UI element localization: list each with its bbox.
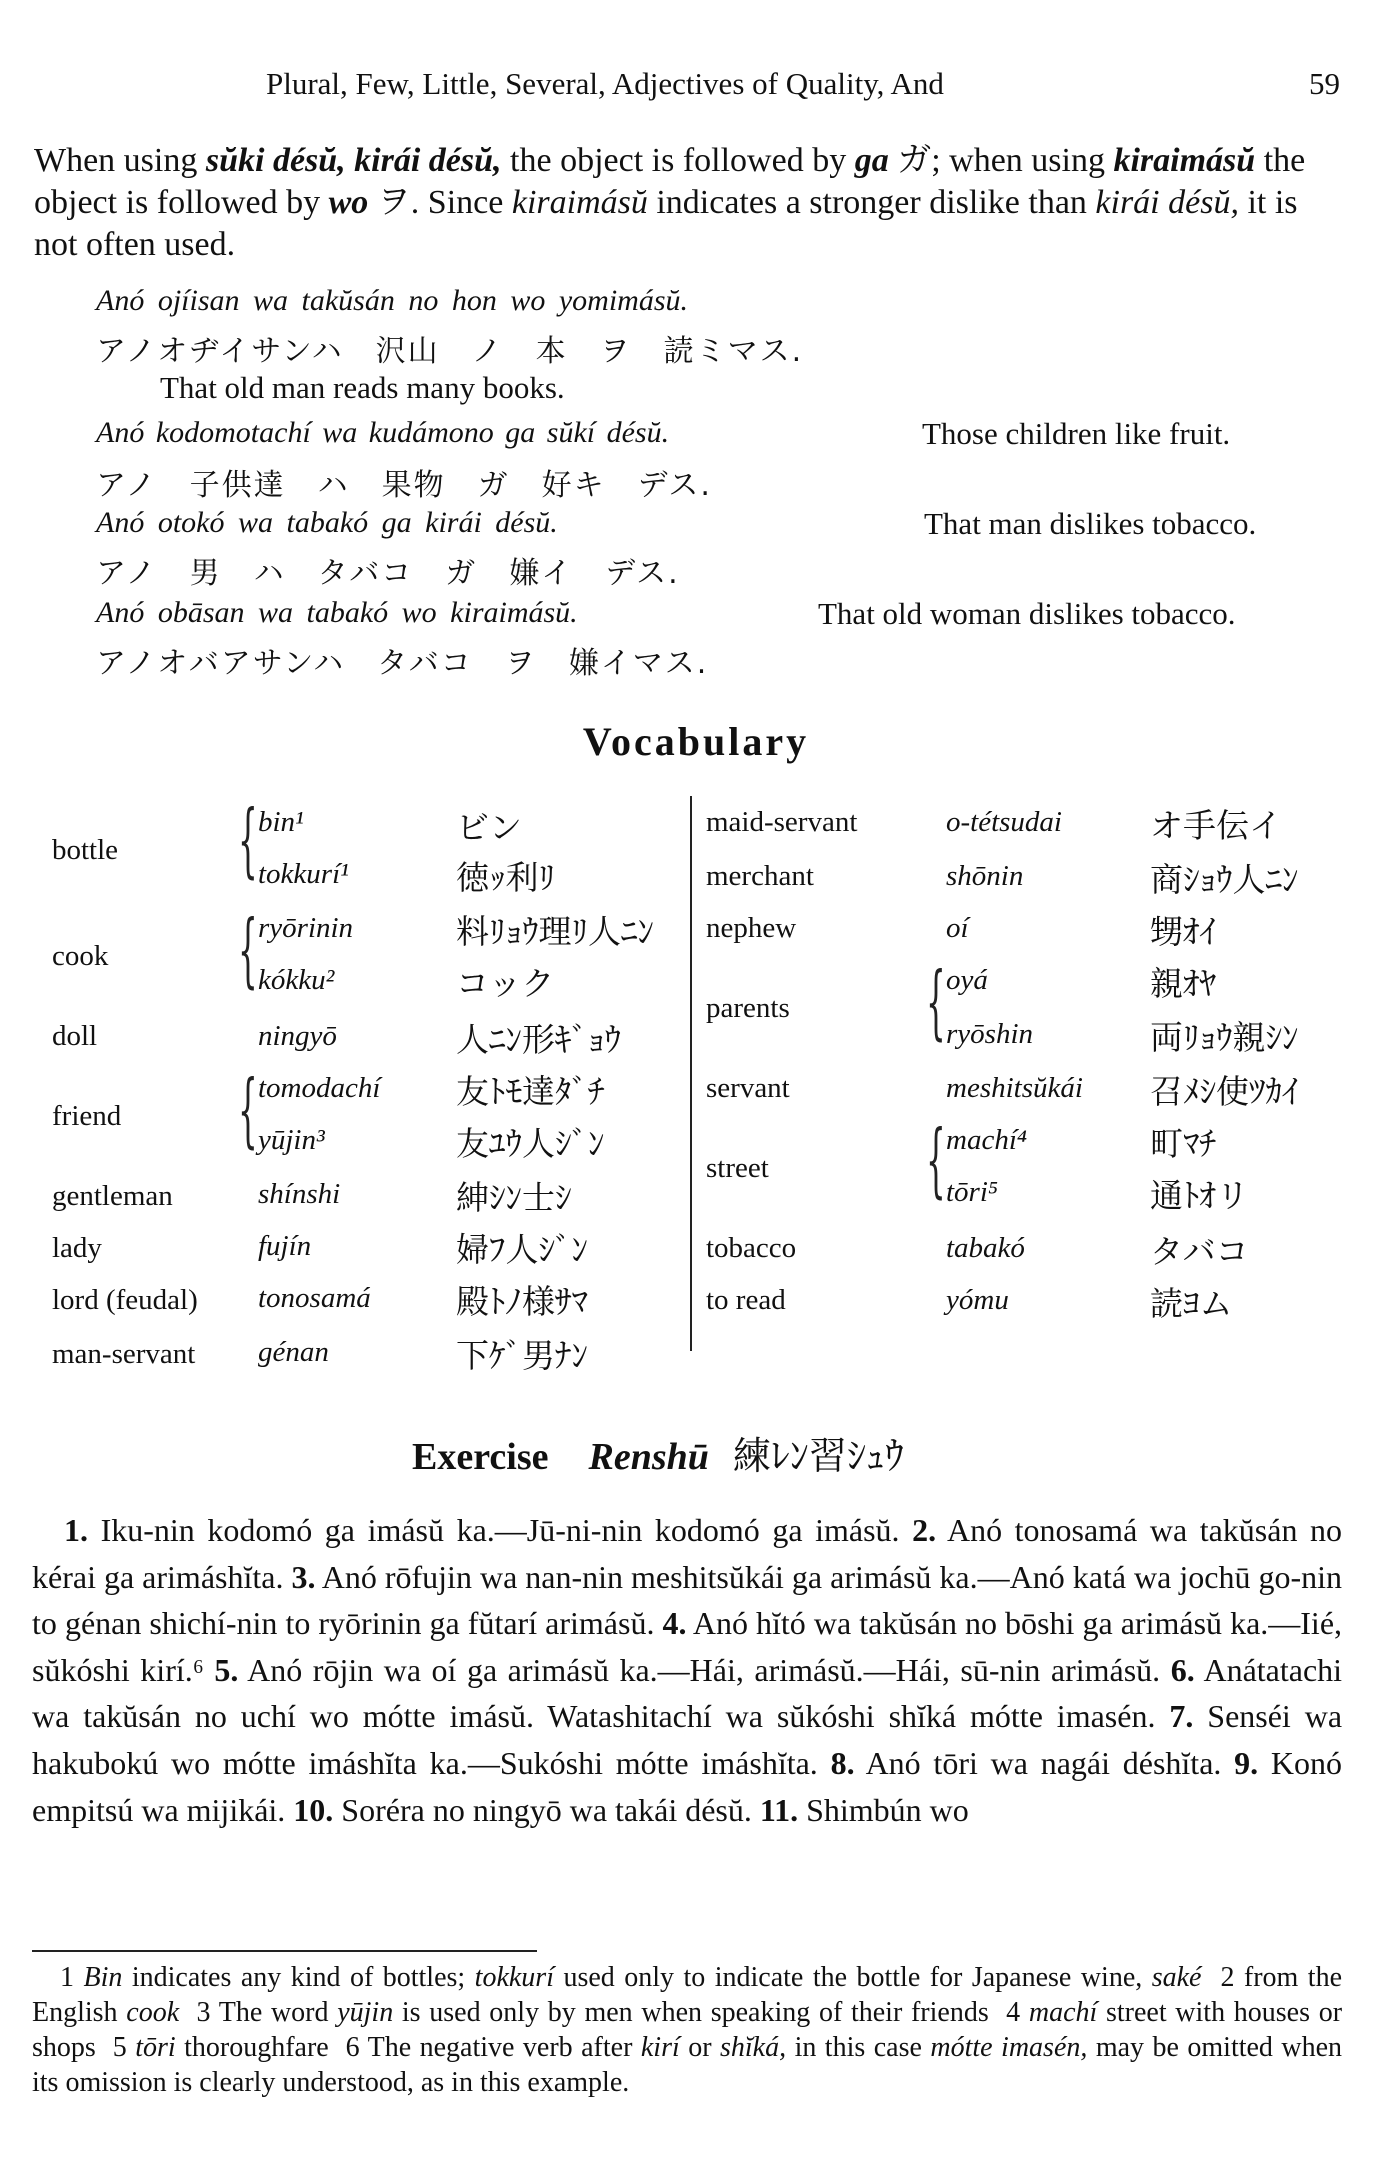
vocab-romaji: shínshi	[258, 1178, 341, 1210]
page-number: 59	[1309, 66, 1340, 101]
exercise-sentence: Soréra no ningyō wa takái désŭ.	[341, 1791, 752, 1828]
vocab-romaji: shōnin	[946, 860, 1024, 892]
exercise-number: 3.	[291, 1558, 316, 1595]
footnote-term: tōri	[135, 2032, 176, 2063]
vocab-japanese: 町ﾏﾁ	[1150, 1124, 1216, 1163]
running-header	[266, 66, 1340, 102]
footnote-marker: 1	[60, 1962, 74, 1993]
vocab-romaji: kókku²	[258, 964, 335, 996]
brace: {	[238, 902, 258, 998]
footnote-text: is used only by men when speaking of their friends	[393, 1997, 989, 2028]
footnote-term: machí	[1028, 1997, 1098, 2028]
exercise-sentence: Senséi wa hakubokú wo mótte imáshĭta ka.—Sukóshi mótte imáshĭta.	[32, 1698, 1343, 1781]
vocab-japanese: タバコ	[1150, 1232, 1249, 1271]
vocab-japanese: 友ﾄﾓ達ﾀﾞﾁ	[456, 1072, 605, 1111]
footnote-term: mótte imasén,	[930, 2032, 1088, 2063]
vocab-romaji: ryōrinin	[258, 912, 354, 944]
vocab-romaji: meshitsŭkái	[946, 1072, 1083, 1104]
footnotes	[32, 1960, 1342, 2100]
example-kana: アノオヂイサンハ 沢山 ノ 本 ヲ 読ミマス.	[96, 334, 804, 369]
vocab-japanese: 殿ﾄﾉ様ｻﾏ	[456, 1282, 588, 1321]
footnote-text: The negative verb after	[359, 2032, 641, 2063]
running-title: Plural, Few, Little, Several, Adjectives of Quality, And	[266, 66, 944, 101]
example-romaji: Anó ojíisan wa takŭsán no hon wo yomimásŭ.	[96, 284, 689, 317]
vocab-english: man-servant	[52, 1338, 196, 1370]
vocab-english: parents	[706, 992, 790, 1024]
footnote-marker: 5	[112, 2032, 127, 2063]
footnote-text: thoroughfare	[175, 2032, 329, 2063]
footnote-text: or	[679, 2032, 720, 2063]
vocab-romaji: tabakó	[946, 1232, 1025, 1264]
intro-term: ga	[854, 142, 889, 179]
example-translation: That old man reads many books.	[160, 370, 565, 405]
vocab-romaji: oí	[946, 912, 969, 944]
example-translation: Those children like fruit.	[922, 416, 1231, 451]
vocab-romaji: yómu	[946, 1284, 1009, 1316]
exercise-number: 6.	[1170, 1651, 1195, 1688]
column-divider	[690, 796, 692, 1351]
exercise-number: 10.	[293, 1791, 334, 1828]
brace: {	[926, 954, 946, 1050]
exercise-sentence: Konó empitsú wa mijikái.	[32, 1744, 1343, 1828]
vocab-english: to read	[706, 1284, 786, 1316]
vocab-japanese: コック	[456, 964, 555, 1003]
vocab-romaji: fujín	[258, 1230, 312, 1262]
exercise-sentence: Anó tōri wa nagái déshĭta.	[865, 1744, 1222, 1781]
vocab-romaji: tōri⁵	[946, 1176, 998, 1208]
vocab-english: lady	[52, 1232, 102, 1264]
exercise-number: 2.	[912, 1512, 937, 1548]
vocab-english: doll	[52, 1020, 98, 1052]
intro-term: sŭki désŭ, kirái désŭ,	[205, 142, 502, 179]
footnote-marker: 4	[1006, 1997, 1021, 2028]
footnote-text: may be omitted when its omission is clearly understood, as in this example.	[32, 2032, 1343, 2098]
vocab-romaji: génan	[258, 1336, 329, 1368]
vocab-japanese: 下ｹﾞ男ﾅﾝ	[456, 1336, 588, 1375]
vocab-japanese: オ手伝イ	[1150, 806, 1282, 845]
vocab-english: gentleman	[52, 1180, 173, 1212]
vocab-english: cook	[52, 940, 109, 972]
vocab-romaji: yūjin³	[258, 1124, 325, 1156]
intro-text: ガ; when using	[888, 142, 1114, 179]
intro-term: kiraimásŭ	[511, 184, 648, 221]
footnote-term: cook	[126, 1997, 180, 2028]
brace: {	[238, 792, 258, 888]
exercise-sentence: Shimbún wo	[806, 1791, 969, 1828]
footnote-text: indicates any kind of bottles;	[122, 1962, 475, 1993]
exercise-title-kanji: 練ﾚﾝ習ｼｭｳ	[732, 1434, 904, 1478]
vocab-romaji: o-tétsudai	[946, 806, 1062, 838]
vocab-english: tobacco	[706, 1232, 797, 1264]
vocab-japanese: 親ｵﾔ	[1150, 964, 1216, 1003]
footnote-term: shĭká,	[720, 2032, 787, 2063]
exercise-number: 4.	[662, 1605, 687, 1642]
exercise-title: Exercise	[412, 1436, 549, 1478]
example-romaji: Anó kodomotachí wa kudámono ga sŭkí désŭ.	[96, 416, 670, 449]
vocab-japanese: 徳ｯ利ﾘ	[456, 858, 555, 897]
exercise-title-romaji: Renshū	[588, 1436, 709, 1478]
vocab-romaji: ryōshin	[946, 1018, 1033, 1050]
vocab-english: lord (feudal)	[52, 1284, 198, 1316]
vocab-romaji: tonosamá	[258, 1282, 371, 1314]
vocab-japanese: 通ﾄｵリ	[1150, 1176, 1249, 1215]
footnote-term: kirí	[640, 2032, 680, 2063]
vocab-japanese: 召ﾒｼ使ﾂｶｲ	[1150, 1072, 1299, 1111]
footnote-term: tokkurí	[474, 1962, 554, 1993]
intro-term: kiraimásŭ	[1113, 142, 1256, 179]
brace: {	[238, 1062, 258, 1158]
brace: {	[926, 1112, 946, 1208]
vocab-japanese: ビン	[456, 808, 522, 847]
exercise-sentence: Iku-nin kodomó ga imásŭ ka.—Jū-ni-nin kodomó ga imásŭ.	[100, 1512, 900, 1548]
vocab-romaji: ningyō	[258, 1020, 337, 1052]
footnote-text: The word	[210, 1997, 338, 2028]
intro-text: it is not often used.	[34, 184, 1298, 263]
exercise-sentence: Anátatachi wa takŭsán no uchí wo mótte imásŭ. Watashitachí wa sŭkóshi shĭká mótte imasén.	[32, 1651, 1343, 1735]
example-kana: アノ 子供達 ハ 果物 ガ 好キ デス.	[96, 468, 712, 503]
vocab-japanese: 料ﾘｮｳ理ﾘ人ﾆﾝ	[456, 912, 654, 951]
footnote-term: yūjin	[337, 1997, 394, 2028]
intro-term: kirái désŭ,	[1095, 184, 1239, 221]
vocab-english: friend	[52, 1100, 122, 1132]
vocab-english: bottle	[52, 834, 119, 866]
vocab-english: street	[706, 1152, 769, 1184]
exercise-number: 9.	[1234, 1744, 1259, 1781]
footnote-marker: 6	[345, 2032, 360, 2063]
vocab-romaji: tomodachí	[258, 1072, 381, 1104]
vocab-japanese: 友ﾕｳ人ｼﾞﾝ	[456, 1124, 605, 1163]
exercise-sentence: Anó rōjin wa oí ga arimásŭ ka.—Hái, arimásŭ.—Hái, sū-nin arimásŭ.	[247, 1651, 1161, 1688]
example-translation: That old woman dislikes tobacco.	[818, 596, 1236, 631]
example-romaji: Anó obāsan wa tabakó wo kiraimásŭ.	[96, 596, 578, 629]
vocab-japanese: 婦ﾌ人ｼﾞﾝ	[456, 1230, 588, 1269]
exercise-number: 11.	[759, 1791, 799, 1828]
footnote-text: from the English	[32, 1962, 1343, 2028]
footnote-term: Bin	[83, 1962, 123, 1993]
vocab-japanese: 人ﾆﾝ形ｷﾞｮｳ	[456, 1020, 621, 1059]
footnote-rule	[32, 1950, 537, 1952]
footnote-text: used only to indicate the bottle for Japanese wine,	[553, 1962, 1152, 1993]
intro-text: the object is followed by	[501, 142, 855, 179]
footnote-term: saké	[1151, 1962, 1202, 1993]
exercise-number: 5.	[214, 1651, 239, 1688]
vocab-japanese: 両ﾘｮｳ親ｼﾝ	[1150, 1018, 1299, 1057]
vocab-romaji: tokkurí¹	[258, 858, 349, 890]
exercise-sentence: Anó rōfujin wa nan-nin meshitsŭkái ga arimásŭ ka.—Anó katá wa jochū go-nin to génan shichí-nin to ryōrinin ga fŭtarí arimásŭ.	[32, 1558, 1343, 1642]
vocab-japanese: 商ｼｮｳ人ﾆﾝ	[1150, 860, 1299, 899]
exercise-sentence: Anó tonosamá wa takŭsán no kérai ga arimáshĭta.	[32, 1512, 1343, 1595]
footnote-text: street with houses or shops	[32, 1997, 1343, 2063]
vocab-romaji: machí⁴	[946, 1124, 1027, 1156]
example-kana: アノオバアサンハ タバコ ヲ 嫌イマス.	[96, 646, 709, 681]
vocab-japanese: 甥ｵｲ	[1150, 912, 1216, 951]
vocabulary-heading: Vocabulary	[582, 719, 810, 764]
vocab-romaji: bin¹	[258, 806, 304, 838]
intro-paragraph	[34, 140, 1344, 266]
exercise-sentence: Anó hĭtó wa takŭsán no bōshi ga arimásŭ ka.—Iié, sŭkóshi kirí.⁶	[32, 1605, 1343, 1688]
vocab-romaji: oyá	[946, 964, 988, 996]
vocab-japanese: 紳ｼﾝ士ｼ	[456, 1178, 572, 1217]
example-kana: アノ 男 ハ タバコ ガ 嫌イ デス.	[96, 556, 680, 591]
vocab-japanese: 読ﾖム	[1150, 1284, 1233, 1323]
vocab-english: merchant	[706, 860, 814, 892]
intro-text: When using	[34, 142, 206, 179]
intro-term: wo	[328, 184, 369, 221]
footnote-text: in this case	[786, 2032, 931, 2063]
intro-text: indicates a stronger dislike than	[647, 184, 1096, 221]
footnote-marker: 3	[196, 1997, 211, 2028]
vocab-english: nephew	[706, 912, 797, 944]
vocab-english: maid-servant	[706, 806, 858, 838]
vocab-english: servant	[706, 1072, 790, 1104]
exercise-number: 7.	[1169, 1698, 1194, 1735]
example-romaji: Anó otokó wa tabakó ga kirái désŭ.	[96, 506, 558, 539]
exercise-number: 1.	[64, 1512, 88, 1548]
intro-text: ヲ. Since	[368, 184, 512, 221]
intro-text: the object is followed by	[34, 142, 1306, 221]
exercise-text	[32, 1507, 1342, 1833]
exercise-heading	[412, 1425, 904, 1480]
example-translation: That man dislikes tobacco.	[924, 506, 1257, 541]
footnote-marker: 2	[1220, 1962, 1235, 1993]
exercise-number: 8.	[830, 1744, 855, 1781]
